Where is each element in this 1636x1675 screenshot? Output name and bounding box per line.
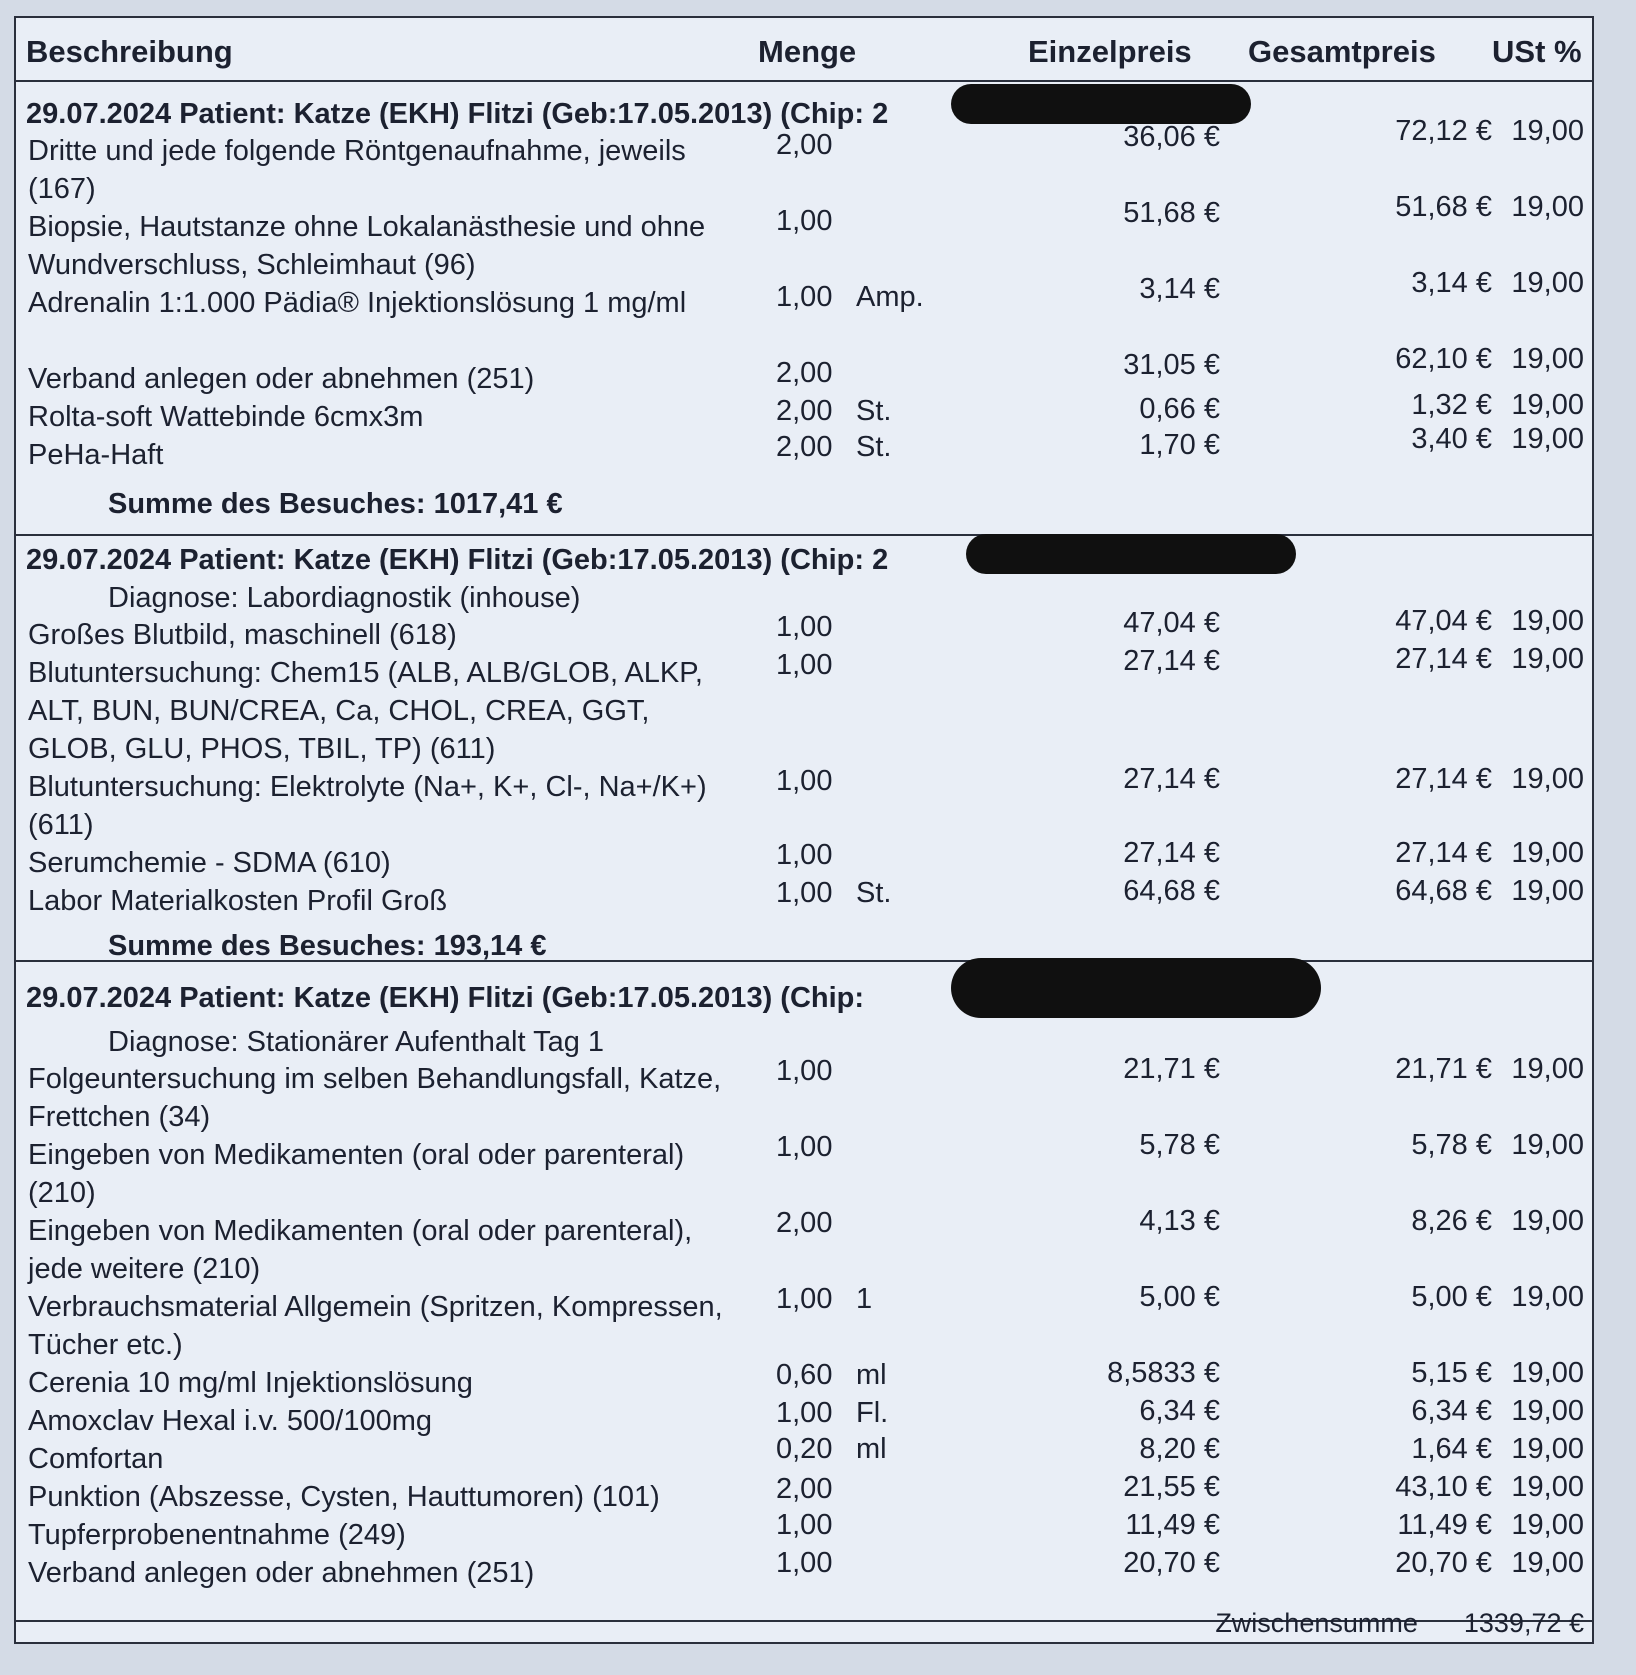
item-total-price: 27,14 € — [1395, 837, 1492, 869]
item-vat: 19,00 — [1511, 1205, 1584, 1237]
item-total-price: 1,64 € — [1411, 1433, 1492, 1465]
item-vat: 19,00 — [1511, 423, 1584, 455]
item-unit-price: 47,04 € — [1123, 607, 1220, 639]
visit-title: 29.07.2024 Patient: Katze (EKH) Flitzi (Geb:17.05.2013) (Chip: 2 — [26, 98, 889, 130]
item-description: Verband anlegen oder abnehmen (251) — [28, 363, 535, 395]
col-header-einzelpreis: Einzelpreis — [1028, 34, 1192, 69]
item-total-price: 3,14 € — [1411, 267, 1492, 299]
item-unit-price: 8,5833 € — [1107, 1357, 1220, 1389]
item-unit: 1 — [856, 1283, 873, 1315]
visit-title: 29.07.2024 Patient: Katze (EKH) Flitzi (Geb:17.05.2013) (Chip: 2 — [26, 544, 889, 576]
item-quantity: 0,60 — [776, 1359, 833, 1391]
item-vat: 19,00 — [1511, 1547, 1584, 1579]
item-unit: St. — [856, 877, 892, 909]
item-description: Serumchemie - SDMA (610) — [28, 847, 391, 879]
visit-sum: Summe des Besuches: 1017,41 € — [108, 488, 563, 520]
item-unit: St. — [856, 431, 892, 463]
item-quantity: 1,00 — [776, 839, 833, 871]
item-vat: 19,00 — [1511, 1471, 1584, 1503]
item-unit-price: 20,70 € — [1123, 1547, 1220, 1579]
item-description: Amoxclav Hexal i.v. 500/100mg — [28, 1405, 433, 1437]
item-total-price: 5,00 € — [1411, 1281, 1492, 1313]
item-vat: 19,00 — [1511, 643, 1584, 675]
item-description: Rolta-soft Wattebinde 6cmx3m — [28, 401, 424, 433]
item-unit-price: 5,00 € — [1139, 1281, 1220, 1313]
item-unit-price: 8,20 € — [1139, 1433, 1220, 1465]
item-total-price: 21,71 € — [1395, 1053, 1492, 1085]
item-description: Biopsie, Hautstanze ohne Lokalanästhesie und ohne Wundverschluss, Schleimhaut (96) — [28, 211, 706, 281]
item-quantity: 1,00 — [776, 877, 833, 909]
item-unit-price: 6,34 € — [1139, 1395, 1220, 1427]
visit-sum: Summe des Besuches: 193,14 € — [108, 930, 547, 962]
item-vat: 19,00 — [1511, 191, 1584, 223]
item-quantity: 2,00 — [776, 357, 833, 389]
item-description: Folgeuntersuchung im selben Behandlungsfall, Katze, Frettchen (34) — [28, 1063, 722, 1133]
visit-section-1 — [16, 80, 1592, 536]
item-total-price: 20,70 € — [1395, 1547, 1492, 1579]
visit-diagnosis: Diagnose: Labordiagnostik (inhouse) — [108, 582, 581, 614]
item-quantity: 1,00 — [776, 1509, 833, 1541]
item-quantity: 1,00 — [776, 281, 833, 313]
item-quantity: 2,00 — [776, 1473, 833, 1505]
subtotal-row — [1215, 1608, 1584, 1639]
item-vat: 19,00 — [1511, 605, 1584, 637]
item-unit: St. — [856, 395, 892, 427]
item-unit-price: 64,68 € — [1123, 875, 1220, 907]
item-total-price: 5,15 € — [1411, 1357, 1492, 1389]
subtotal-value: 1339,72 € — [1463, 1608, 1584, 1638]
item-unit-price: 27,14 € — [1123, 645, 1220, 677]
item-total-price: 47,04 € — [1395, 605, 1492, 637]
item-vat: 19,00 — [1511, 1357, 1584, 1389]
redaction-mark — [966, 534, 1296, 574]
item-unit-price: 4,13 € — [1139, 1205, 1220, 1237]
item-description: Labor Materialkosten Profil Groß — [28, 885, 448, 917]
item-total-price: 5,78 € — [1411, 1129, 1492, 1161]
item-quantity: 1,00 — [776, 649, 833, 681]
redaction-mark — [951, 958, 1321, 1018]
item-quantity: 1,00 — [776, 1547, 833, 1579]
visit-section-3 — [16, 962, 1592, 1622]
item-unit-price: 21,71 € — [1123, 1053, 1220, 1085]
item-description: Blutuntersuchung: Elektrolyte (Na+, K+, Cl-, Na+/K+) (611) — [28, 771, 707, 841]
item-unit: Fl. — [856, 1397, 889, 1429]
item-unit-price: 5,78 € — [1139, 1129, 1220, 1161]
item-vat: 19,00 — [1511, 389, 1584, 421]
item-vat: 19,00 — [1511, 1281, 1584, 1313]
invoice-sheet — [14, 16, 1594, 1644]
col-header-gesamtpreis: Gesamtpreis — [1248, 34, 1436, 69]
visit-section-2 — [16, 536, 1592, 962]
item-quantity: 2,00 — [776, 431, 833, 463]
item-total-price: 27,14 € — [1395, 643, 1492, 675]
item-total-price: 8,26 € — [1411, 1205, 1492, 1237]
item-quantity: 1,00 — [776, 1055, 833, 1087]
item-vat: 19,00 — [1511, 1395, 1584, 1427]
col-header-beschreibung: Beschreibung — [26, 34, 233, 69]
item-description: Verbrauchsmaterial Allgemein (Spritzen, Kompressen, Tücher etc.) — [28, 1291, 723, 1361]
item-unit: ml — [856, 1433, 887, 1465]
item-total-price: 62,10 € — [1395, 343, 1492, 375]
item-unit-price: 36,06 € — [1123, 121, 1220, 153]
item-total-price: 43,10 € — [1395, 1471, 1492, 1503]
item-description: Verband anlegen oder abnehmen (251) — [28, 1557, 535, 1589]
item-total-price: 51,68 € — [1395, 191, 1492, 223]
item-description: Blutuntersuchung: Chem15 (ALB, ALB/GLOB, ALKP, ALT, BUN, BUN/CREA, Ca, CHOL, CREA, GGT, GLOB, GLU, PHOS, TBIL, TP) (611) — [28, 657, 703, 765]
item-quantity: 0,20 — [776, 1433, 833, 1465]
item-unit-price: 1,70 € — [1139, 429, 1220, 461]
item-vat: 19,00 — [1511, 1509, 1584, 1541]
item-quantity: 1,00 — [776, 1283, 833, 1315]
item-description: Eingeben von Medikamenten (oral oder parenteral) (210) — [28, 1139, 685, 1209]
col-header-menge: Menge — [758, 34, 857, 69]
item-quantity: 1,00 — [776, 765, 833, 797]
visit-title: 29.07.2024 Patient: Katze (EKH) Flitzi (Geb:17.05.2013) (Chip: — [26, 982, 865, 1014]
table-header — [16, 18, 1592, 82]
item-unit-price: 0,66 € — [1139, 393, 1220, 425]
item-unit-price: 51,68 € — [1123, 197, 1220, 229]
item-unit-price: 31,05 € — [1123, 349, 1220, 381]
item-unit: Amp. — [856, 281, 924, 313]
item-total-price: 1,32 € — [1411, 389, 1492, 421]
col-header-ust: USt % — [1492, 34, 1582, 69]
item-quantity: 2,00 — [776, 395, 833, 427]
item-unit-price: 27,14 € — [1123, 837, 1220, 869]
item-unit-price: 3,14 € — [1139, 273, 1220, 305]
item-quantity: 2,00 — [776, 129, 833, 161]
item-vat: 19,00 — [1511, 115, 1584, 147]
item-total-price: 6,34 € — [1411, 1395, 1492, 1427]
item-vat: 19,00 — [1511, 267, 1584, 299]
item-vat: 19,00 — [1511, 1053, 1584, 1085]
item-vat: 19,00 — [1511, 1129, 1584, 1161]
item-vat: 19,00 — [1511, 763, 1584, 795]
item-vat: 19,00 — [1511, 343, 1584, 375]
item-quantity: 1,00 — [776, 1131, 833, 1163]
item-total-price: 11,49 € — [1397, 1509, 1492, 1541]
item-description: Cerenia 10 mg/ml Injektionslösung — [28, 1367, 473, 1399]
item-quantity: 1,00 — [776, 1397, 833, 1429]
item-total-price: 27,14 € — [1395, 763, 1492, 795]
subtotal-label: Zwischensumme — [1215, 1608, 1418, 1638]
item-description: Tupferprobenentnahme (249) — [28, 1519, 406, 1551]
item-description: Comfortan — [28, 1443, 164, 1475]
item-quantity: 2,00 — [776, 1207, 833, 1239]
visit-diagnosis: Diagnose: Stationärer Aufenthalt Tag 1 — [108, 1026, 605, 1058]
item-total-price: 72,12 € — [1395, 115, 1492, 147]
item-description: Eingeben von Medikamenten (oral oder parenteral), jede weitere (210) — [28, 1215, 693, 1285]
item-unit-price: 21,55 € — [1123, 1471, 1220, 1503]
item-unit-price: 27,14 € — [1123, 763, 1220, 795]
item-description: PeHa-Haft — [28, 439, 164, 471]
item-quantity: 1,00 — [776, 205, 833, 237]
item-total-price: 3,40 € — [1411, 423, 1492, 455]
item-vat: 19,00 — [1511, 837, 1584, 869]
item-total-price: 64,68 € — [1395, 875, 1492, 907]
item-vat: 19,00 — [1511, 875, 1584, 907]
item-description: Adrenalin 1:1.000 Pädia® Injektionslösung 1 mg/ml — [28, 287, 687, 319]
item-description: Dritte und jede folgende Röntgenaufnahme, jeweils (167) — [28, 135, 686, 205]
item-quantity: 1,00 — [776, 611, 833, 643]
item-unit-price: 11,49 € — [1125, 1509, 1220, 1541]
item-unit: ml — [856, 1359, 887, 1391]
item-description: Punktion (Abszesse, Cysten, Hauttumoren) (101) — [28, 1481, 660, 1513]
item-vat: 19,00 — [1511, 1433, 1584, 1465]
item-description: Großes Blutbild, maschinell (618) — [28, 619, 457, 651]
